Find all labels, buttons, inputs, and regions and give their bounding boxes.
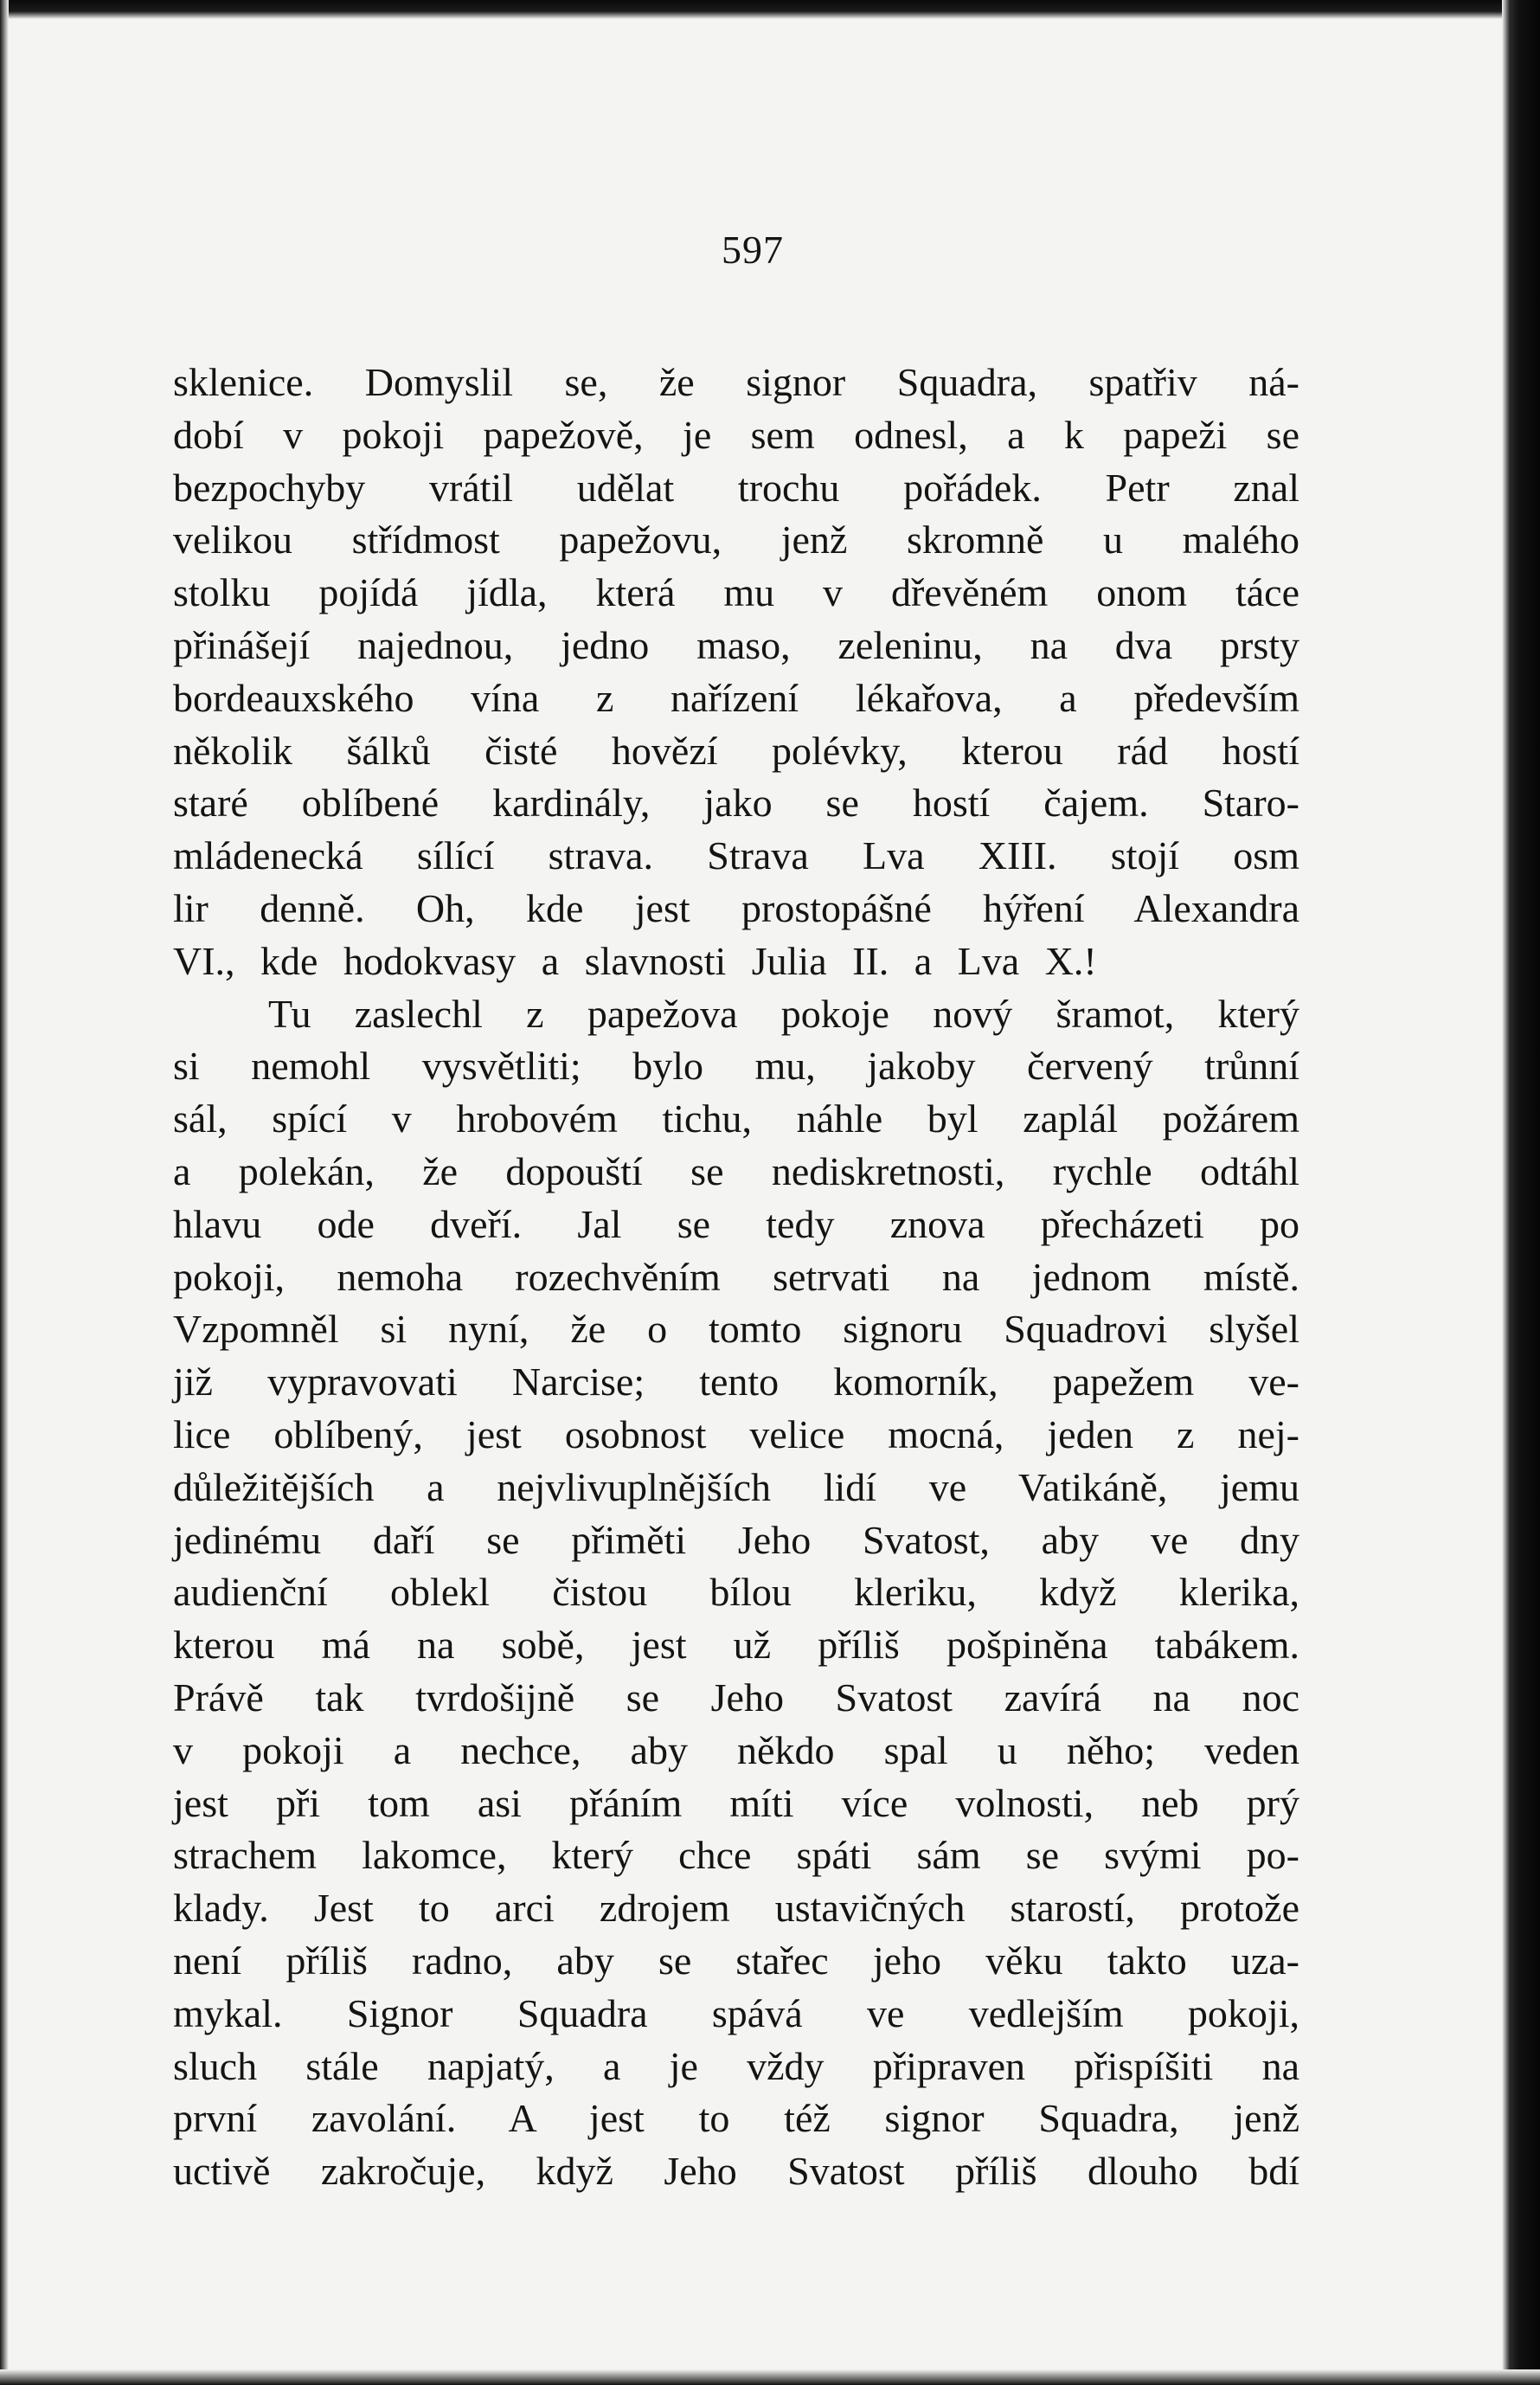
text-line: jest při tom asi přáním míti více volnosti, neb prý [173, 1780, 1299, 1825]
text-line: Vzpomněl si nyní, že o tomto signoru Squadrovi slyšel [173, 1307, 1299, 1352]
text-line: první zavolání. A jest to též signor Squadra, jenž [173, 2096, 1299, 2141]
scan-edge-left [0, 0, 9, 2385]
text-line: bordeauxského vína z nařízení lékařova, a především [173, 675, 1299, 720]
text-line: v pokoji a nechce, aby někdo spal u něho; veden [173, 1727, 1299, 1772]
text-line: sluch stále napjatý, a je vždy připraven přispíšiti na [173, 2043, 1299, 2088]
text-line: Právě tak tvrdošijně se Jeho Svatost zavírá na noc [173, 1675, 1299, 1720]
text-line: důležitějších a nejvlivuplnějších lidí ve Vatikáně, jemu [173, 1464, 1299, 1509]
scan-edge-right [1502, 0, 1540, 2385]
text-line: strachem lakomce, který chce spáti sám se svými po- [173, 1833, 1299, 1878]
text-line: lir denně. Oh, kde jest prostopášné hýření Alexandra [173, 885, 1299, 930]
text-line: uctivě zakročuje, když Jeho Svatost příliš dlouho bdí [173, 2149, 1299, 2194]
page-number: 597 [722, 228, 784, 272]
text-line: audienční oblekl čistou bílou kleriku, když klerika, [173, 1570, 1299, 1615]
text-line: velikou střídmost papežovu, jenž skromně u malého [173, 518, 1299, 562]
text-line-paragraph-start: Tu zaslechl z papežova pokoje nový šramot, který [268, 991, 1299, 1036]
text-line: jedinému daří se přiměti Jeho Svatost, aby ve dny [173, 1517, 1299, 1562]
text-line: dobí v pokoji papežově, je sem odnesl, a k papeži se [173, 412, 1299, 457]
text-line: hlavu ode dveří. Jal se tedy znova přecházeti po [173, 1201, 1299, 1246]
text-line: sál, spící v hrobovém tichu, náhle byl zaplál požárem [173, 1096, 1299, 1141]
text-line: klady. Jest to arci zdrojem ustavičných starostí, protože [173, 1886, 1299, 1931]
scan-edge-top [0, 0, 1540, 19]
text-line: stolku pojídá jídla, která mu v dřevěném onom táce [173, 570, 1299, 615]
scan-edge-bottom [0, 2369, 1540, 2385]
text-line: VI., kde hodokvasy a slavnosti Julia II. a Lva X.! [173, 938, 1097, 983]
text-line: několik šálků čisté hovězí polévky, kterou rád hostí [173, 728, 1299, 773]
text-line: staré oblíbené kardinály, jako se hostí čajem. Staro- [173, 781, 1299, 826]
text-line: sklenice. Domyslil se, že signor Squadra, spatřiv ná- [173, 360, 1299, 404]
text-line: si nemohl vysvětliti; bylo mu, jakoby červený trůnní [173, 1044, 1299, 1089]
text-line: již vypravovati Narcise; tento komorník, papežem ve- [173, 1360, 1299, 1405]
text-line: mládenecká sílící strava. Strava Lva XIII. stojí osm [173, 833, 1299, 878]
text-line: kterou má na sobě, jest už příliš pošpiněna tabákem. [173, 1623, 1299, 1668]
text-line: mykal. Signor Squadra spává ve vedlejším pokoji, [173, 1990, 1299, 2035]
text-line: a polekán, že dopouští se nediskretnosti, rychle odtáhl [173, 1148, 1299, 1193]
text-line: není příliš radno, aby se stařec jeho věku takto uza- [173, 1938, 1299, 1983]
text-line: bezpochyby vrátil udělat trochu pořádek. Petr znal [173, 465, 1299, 510]
text-line: přinášejí najednou, jedno maso, zeleninu, na dva prsty [173, 622, 1299, 667]
text-line: pokoji, nemoha rozechvěním setrvati na jednom místě. [173, 1254, 1299, 1299]
body-text [173, 357, 1299, 2198]
text-line: lice oblíbený, jest osobnost velice mocná, jeden z nej- [173, 1411, 1299, 1456]
